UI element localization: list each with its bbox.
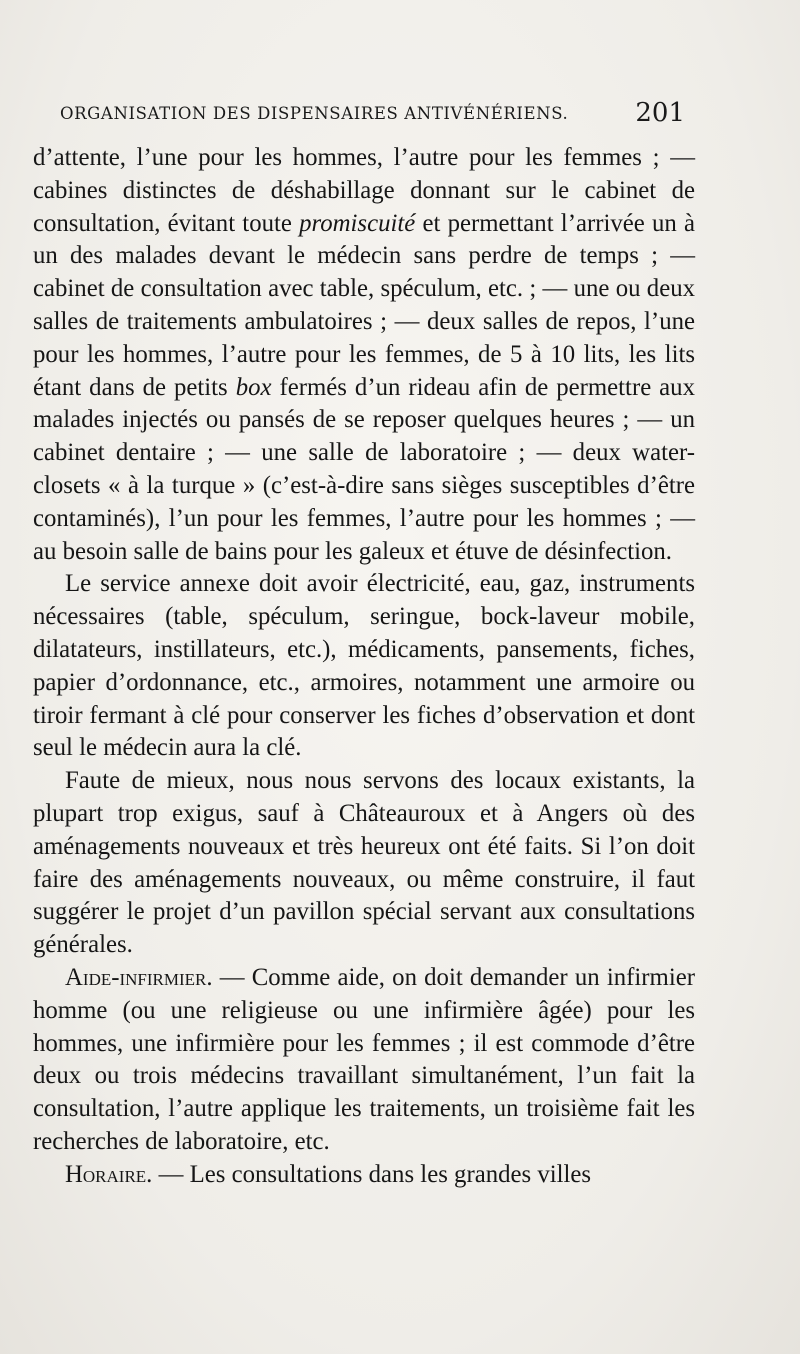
paragraph-1-part-b: et permettant l’arrivée un à un des malades devant le médecin sans perdre de temps ; — cabinet de consultation avec table, spéculum, etc. ; — une ou deux salles de traitements ambulatoires ; — deux salles de repos, l’une pour les hommes, l’autre pour les femmes, de 5 à 10 lits, les lits étant dans de petits	[33, 209, 695, 401]
section-head-horaire: Horaire.	[65, 1160, 153, 1188]
page-number: 201	[635, 98, 685, 128]
paragraph-1-part-a: d’attente, l’une pour les hommes, l’autre pour les femmes ; — cabines distinctes de déshabillage donnant sur le cabinet de consultation, évitant toute	[33, 144, 695, 237]
body-text	[33, 142, 695, 1192]
paragraph-5	[33, 1159, 695, 1192]
running-head-title: ORGANISATION DES DISPENSAIRES ANTIVÉNÉRIENS.	[60, 104, 569, 123]
paragraph-1	[33, 142, 695, 568]
paragraph-1-part-c: fermés d’un rideau afin de permettre aux malades injectés ou pansés de se reposer quelques heures ; — un cabinet dentaire ; — une salle de laboratoire ; — deux water-closets « à la turque » (c’est-à-dire sans sièges susceptibles d’être contaminés), l’un pour les femmes, l’autre pour les hommes ; — au besoin salle de bains pour les galeux et étuve de désinfection.	[33, 373, 695, 565]
emphasis-promiscuite: promiscuité	[299, 209, 416, 237]
section-head-aide-infirmier: Aide-infirmier.	[65, 963, 213, 991]
paragraph-5-text: — Les consultations dans les grandes villes	[152, 1160, 592, 1188]
paragraph-2: Le service annexe doit avoir électricité, eau, gaz, instruments nécessaires (table, spéculum, seringue, bock-laveur mobile, dilatateurs, instillateurs, etc.), médicaments, pansements, fiches, papier d’ordonnance, etc., armoires, notamment une armoire ou tiroir fermant à clé pour conserver les fiches d’observation et dont seul le médecin aura la clé.	[33, 570, 695, 762]
paragraph-3: Faute de mieux, nous nous servons des locaux existants, la plupart trop exigus, sauf à Châteauroux et à Angers où des aménagements nouveaux et très heureux ont été faits. Si l’on doit faire des aménagements nouveaux, ou même construire, il faut suggérer le projet d’un pavillon spécial servant aux consultations générales.	[33, 767, 695, 959]
paragraph-4	[33, 962, 695, 1159]
emphasis-box: box	[235, 373, 272, 401]
paragraph-4-text: — Comme aide, on doit demander un infirmier homme (ou une religieuse ou une infirmière âgée) pour les hommes, une infirmière pour les femmes ; il est commode d’être deux ou trois médecins travaillant simultanément, l’un fait la consultation, l’autre applique les traitements, un troisième fait les recherches de laboratoire, etc.	[33, 963, 695, 1155]
